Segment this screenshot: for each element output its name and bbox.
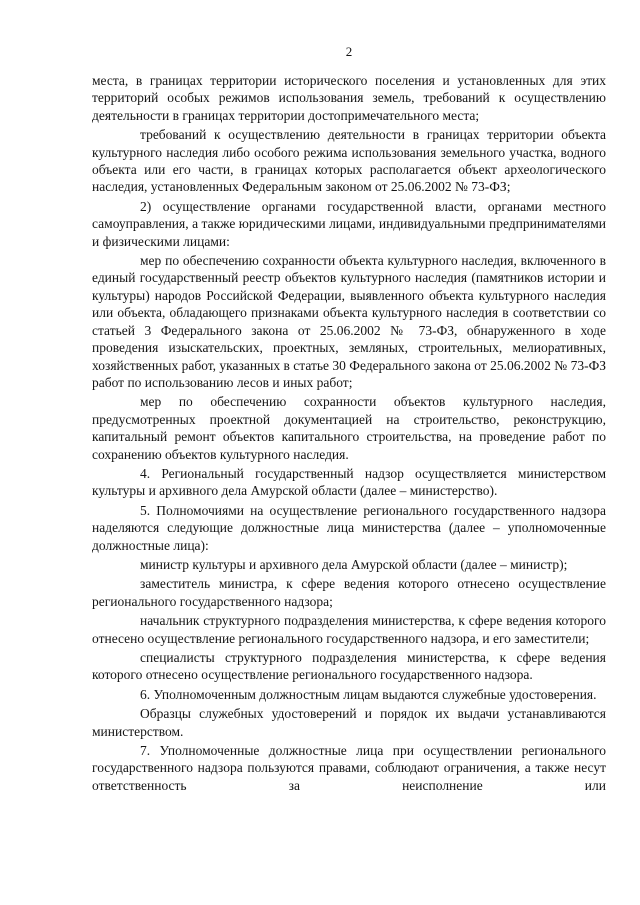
paragraph: требований к осуществлению деятельности в границах территории объекта культурного наследия либо особого режима использования земельного участка, водного объекта или его части, в границах которых располагается объект археологического наследия, установленных Федеральным законом от 25.06.2002 № 73-ФЗ; [92, 127, 606, 195]
document-body [92, 72, 606, 794]
paragraph: Образцы служебных удостоверений и порядок их выдачи устанавливаются министерством. [92, 706, 606, 739]
paragraph: 5. Полномочиями на осуществление регионального государственного надзора наделяются следующие должностные лица министерства (далее – уполномоченные должностные лица): [92, 502, 606, 553]
page-number: 2 [345, 44, 353, 59]
paragraph: мер по обеспечению сохранности объектов культурного наследия, предусмотренных проектной документацией на строительство, реконструкцию, капитальный ремонт объектов капитального строительства, на проведение работ по сохранению объектов культурного наследия. [92, 394, 606, 462]
paragraph: 4. Региональный государственный надзор осуществляется министерством культуры и архивного дела Амурской области (далее – министерство). [92, 465, 606, 499]
paragraph: министр культуры и архивного дела Амурской области (далее – министр); [140, 556, 568, 572]
paragraph: 6. Уполномоченным должностным лицам выдаются служебные удостоверения. [140, 686, 597, 702]
paragraph: специалисты структурного подразделения министерства, к сфере ведения которого отнесено осуществление регионального государственного надзора. [92, 650, 606, 683]
paragraph: начальник структурного подразделения министерства, к сфере ведения которого отнесено осуществление регионального государственного надзора, и его заместители; [92, 613, 606, 646]
paragraph: места, в границах территории исторического поселения и установленных для этих территорий особых режимов использования земель, требований к осуществлению деятельности в границах территории достопримечательного места; [92, 73, 606, 123]
paragraph: мер по обеспечению сохранности объекта культурного наследия, включенного в единый государственный реестр объектов культурного наследия (памятников истории и культуры) народов Российской Федерации, выявленного объекта культурного наследия или объекта, обладающего признаками объекта культурного наследия в соответствии со статьей 3 Федерального закона от 25.06.2002 № 73-ФЗ, обнаруженного в ходе проведения изыскательских, проектных, земляных, строительных, мелиоративных, хозяйственных работ, указанных в статье 30 Федерального закона от 25.06.2002 № 73-ФЗ работ по использованию лесов и иных работ; [92, 253, 606, 390]
paragraph: 2) осуществление органами государственной власти, органами местного самоуправления, а также юридическими лицами, индивидуальными предпринимателями и физическими лицами: [92, 198, 606, 249]
paragraph: заместитель министра, к сфере ведения которого отнесено осуществление регионального государственного надзора; [92, 576, 606, 609]
paragraph: 7. Уполномоченные должностные лица при осуществлении регионального государственного надзора пользуются правами, соблюдают ограничения, а также несут ответственность за неисполнение или [92, 743, 606, 793]
